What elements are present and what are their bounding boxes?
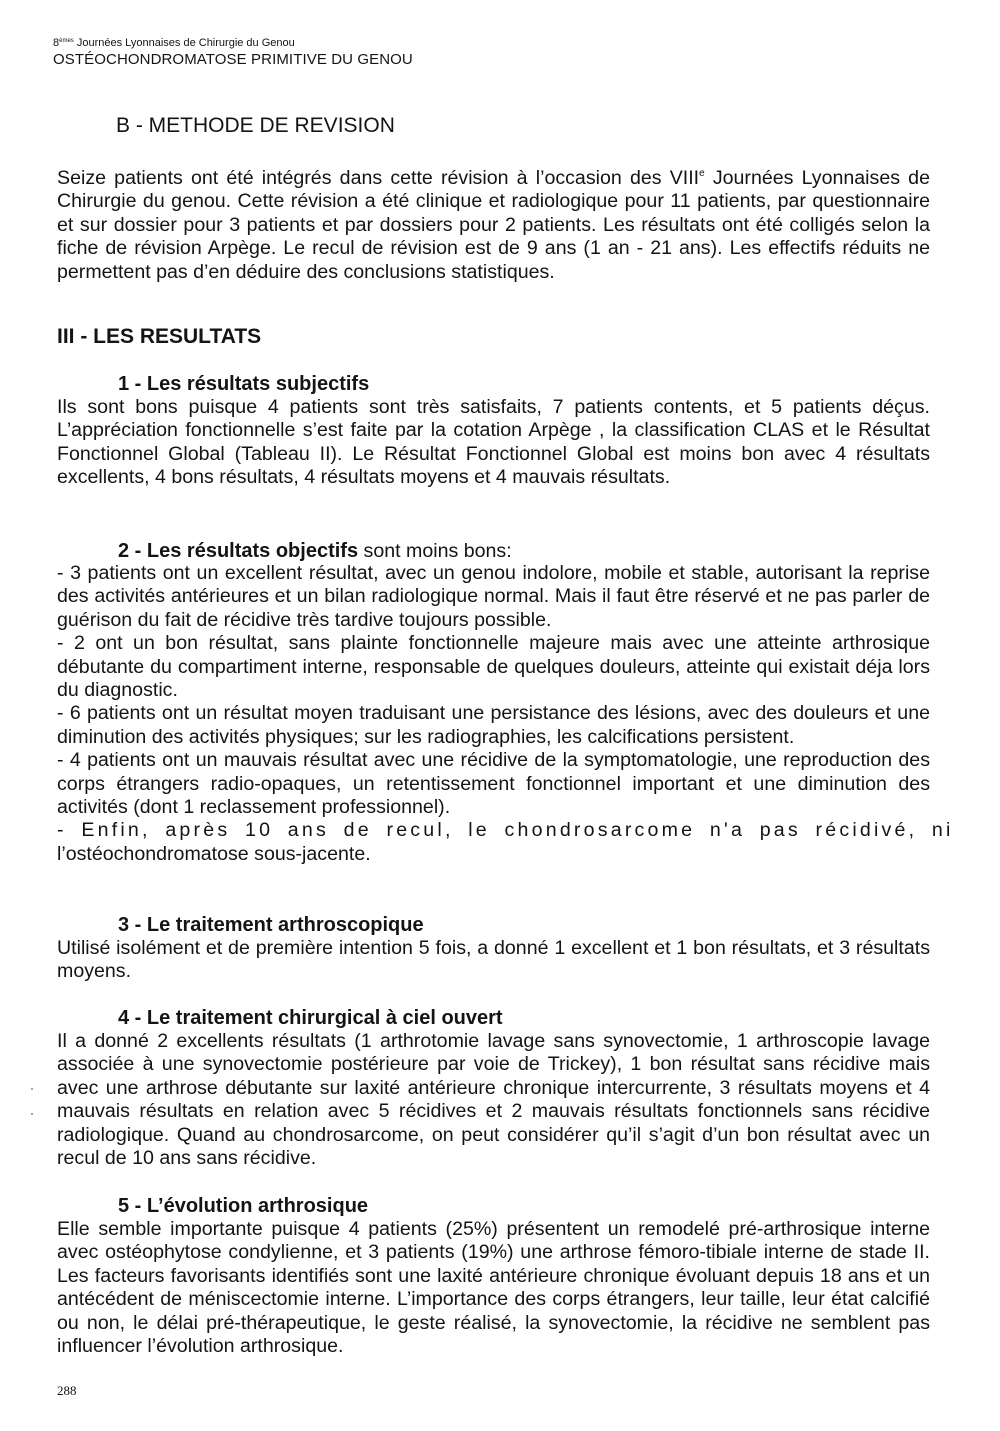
subsection-1-body [57, 396, 930, 490]
running-title: OSTÉOCHONDROMATOSE PRIMITIVE DU GENOU [53, 51, 413, 68]
superscript: e [699, 168, 705, 179]
section-b-paragraph [57, 162, 930, 284]
conference-ordinal-suffix: èmes [59, 38, 74, 44]
conference-text: Journées Lyonnaises de Chirurgie du Genou [73, 37, 295, 49]
running-head [53, 38, 413, 67]
paragraph: Ils sont bons puisque 4 patients sont très satisfaits, 7 patients contents, et 5 patients déçus. L’appréciation fonctionnelle s’est faite par la cotation Arpège , la classification CLAS et le Résultat Fonctionnel Global (Tableau II). Le Résultat Fonctionnel Global est moins bon avec 4 résultats excellents, 4 bons résultats, 4 résultats moyens et 4 mauvais résultats. [57, 396, 930, 489]
paragraph-text: Journées Lyonnaises de Chirurgie du genou. Cette révision a été clinique et radiologique pour 11 patients, par questionnaire et sur dossier pour 3 patients et par dossiers pour 2 patients. Les résultats ont été colligés selon la fiche de révision Arpège. Le recul de révision est de 9 ans (1 an - 21 ans). Les effectifs réduits ne permettent pas d’en déduire des conclusions statistiques. [57, 167, 930, 283]
scan-mark [31, 1113, 33, 1115]
subsection-1-heading: 1 - Les résultats subjectifs [118, 373, 370, 395]
subsection-4-body [57, 1030, 930, 1170]
conference-name [53, 38, 413, 49]
bullet-paragraph: - 4 patients ont un mauvais résultat avec une récidive de la symptomatologie, une reproduction des corps étrangers radio-opaques, un retentissement fonctionnel important et une diminution des activités (dont 1 reclassement professionnel). [57, 749, 930, 819]
bullet-paragraph: - 6 patients ont un résultat moyen traduisant une persistance des lésions, avec des douleurs et une diminution des activités physiques; sur les radiographies, les calcifications persistent. [57, 702, 930, 748]
subsection-2-heading [118, 540, 512, 562]
subsection-2-heading-tail: sont moins bons: [358, 540, 512, 562]
bullet-paragraph: - 2 ont un bon résultat, sans plainte fonctionnelle majeure mais avec une atteinte arthrosique débutante du compartiment interne, responsable de quelques douleurs, atteinte qui existait déja lors du diagnostic. [57, 632, 930, 702]
section-b-heading: B - METHODE DE REVISION [116, 114, 395, 137]
bullet-paragraph: - 3 patients ont un excellent résultat, avec un genou indolore, mobile et stable, autorisant la reprise des activités antérieures et un bilan radiologique normal. Mais il faut être réservé et ne pas parler de guérison du fait de récidive très tardive toujours possible. [57, 562, 930, 631]
scan-mark [31, 1088, 33, 1090]
paragraph-text: Seize patients ont été intégrés dans cette révision à l’occasion des VIII [57, 167, 700, 189]
subsection-2-title: 2 - Les résultats objectifs [118, 540, 359, 562]
subsection-5-heading: 5 - L’évolution arthrosique [118, 1195, 369, 1217]
subsection-2-body [57, 562, 954, 866]
subsection-5-body [57, 1218, 930, 1358]
bullet-paragraph: - Enfin, après 10 ans de recul, le chondrosarcome n'a pas récidivé, ni [57, 819, 954, 842]
page-number: 288 [57, 1383, 77, 1398]
bullet-paragraph-continuation: l’ostéochondromatose sous-jacente. [57, 842, 371, 865]
section-iii-heading: III - LES RESULTATS [57, 325, 262, 348]
paragraph: Utilisé isolément et de première intention 5 fois, a donné 1 excellent et 1 bon résultats, et 3 résultats moyens. [57, 937, 930, 983]
paragraph: Il a donné 2 excellents résultats (1 arthrotomie lavage sans synovectomie, 1 arthroscopie lavage associée à une synovectomie postérieure par voie de Trickey), 1 bon résultat sans récidive mais avec une arthrose débutante sur laxité antérieure chronique intercurrente, 3 résultats moyens et 4 mauvais résultats en relation avec 5 récidives et 2 mauvais résultats fonctionnels sans récidive radiologique. Quand au chondrosarcome, on peut considérer qu’il s’agit d’un bon résultat avec un recul de 10 ans sans récidive. [57, 1030, 930, 1170]
subsection-3-heading: 3 - Le traitement arthroscopique [118, 914, 424, 936]
paragraph: Elle semble importante puisque 4 patients (25%) présentent un remodelé pré-arthrosique interne avec ostéophytose condylienne, et 3 patients (19%) une arthrose fémoro-tibiale interne de stade II. Les facteurs favorisants identifiés sont une laxité antérieure chronique évoluant depuis 18 ans et un antécédent de méniscectomie interne. L’importance des corps étrangers, leur taille, leur état calcifié ou non, le délai pré-thérapeutique, le geste réalisé, la synovectomie, la récidive ne semblent pas influencer l’évolution arthrosique. [57, 1218, 930, 1358]
subsection-3-body [57, 937, 930, 984]
conference-ordinal: 8 [53, 37, 60, 49]
subsection-4-heading: 4 - Le traitement chirurgical à ciel ouvert [118, 1007, 503, 1029]
